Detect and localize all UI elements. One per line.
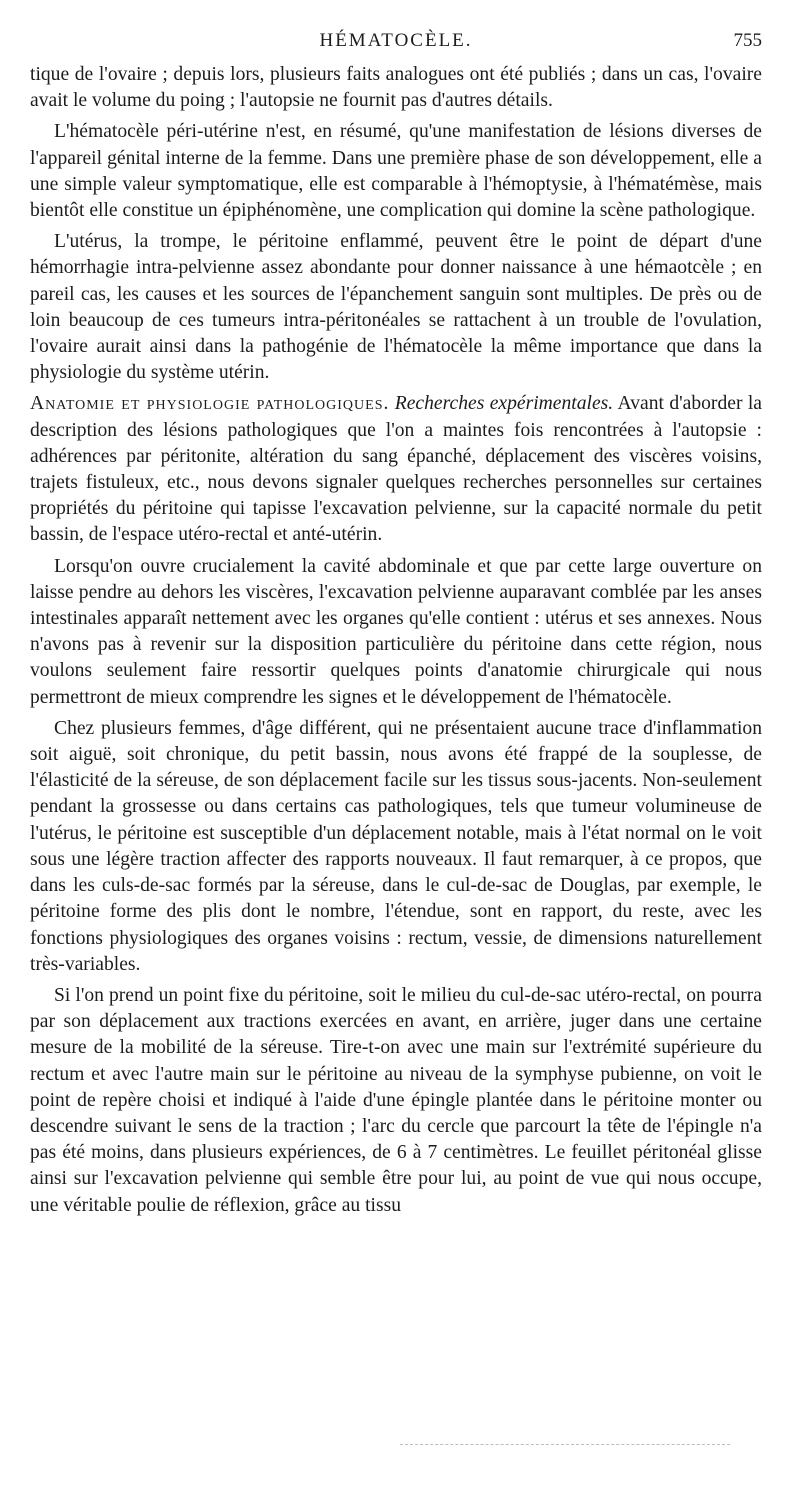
page-header bbox=[30, 26, 762, 62]
paragraph: L'utérus, la trompe, le péritoine enflammé, peuvent être le point de départ d'une hémorrhagie intra-pelvienne assez abondante pour donner naissance à une hémaotcèle ; en pareil cas, les causes et les sources de l'épanchement sanguin sont multiples. De près ou de loin beaucoup de ces tumeurs intra-péritonéales se rattachent à un trouble de l'ovulation, l'ovaire aurait ainsi dans la pathogénie de l'hématocèle la même importance que dans la physiologie du système utérin. bbox=[30, 231, 762, 384]
section-text: Avant d'aborder la description des lésions pathologiques que l'on a maintes fois rencontrées à l'autopsie : adhérences par péritonite, altération du sang épanché, déplacement des viscères voisins, trajets fistuleux, etc., nous devons signaler quelques recherches personnelles sur certaines propriétés du péritoine qui tapisse l'excavation pelvienne, sur la capacité normale du petit bassin, de l'espace utéro-rectal et anté-utérin. bbox=[30, 393, 762, 546]
paragraph: Chez plusieurs femmes, d'âge différent, qui ne présentaient aucune trace d'inflammation soit aiguë, soit chronique, du petit bassin, nous avons été frappé de la souplesse, de l'élasticité de la séreuse, de son déplacement facile sur les tissus sous-jacents. Non-seulement pendant la grossesse ou dans certains cas pathologiques, tels que tumeur volumineuse de l'utérus, le péritoine est susceptible d'un déplacement notable, mais à l'état normal on le voit sous une légère traction affecter des rapports nouveaux. Il faut remarquer, à ce propos, que dans les culs-de-sac formés par la séreuse, dans le cul-de-sac de Douglas, par exemple, le péritoine forme des plis dont le nombre, l'étendue, sont en rapport, du reste, avec les fonctions physiologiques des organes voisins : rectum, vessie, de dimensions naturellement très-variables. bbox=[30, 717, 762, 975]
body-text bbox=[30, 62, 762, 1219]
paragraph: L'hématocèle péri-utérine n'est, en résumé, qu'une manifestation de lésions diverses de l'appareil génital interne de la femme. Dans une première phase de son développement, elle a une simple valeur symptomatique, elle est comparable à l'hémoptysie, à l'hématémèse, mais bientôt elle constitue un épiphénomène, une complication qui domine la scène pathologique. bbox=[30, 121, 762, 222]
section-subheading: Recherches expérimentales. bbox=[394, 393, 614, 415]
paragraph: Lorsqu'on ouvre crucialement la cavité abdominale et que par cette large ouverture on laisse pendre au dehors les viscères, l'excavation pelvienne auparavant comblée par les anses intestinales apparaît nettement avec les organes qu'elle contient : utérus et ses annexes. Nous n'avons pas à revenir sur la disposition particulière du péritoine dans cette région, nous voulons seulement faire ressortir quelques points d'anatomie chirurgicale qui nous permettront de mieux comprendre les signes et le développement de l'hématocèle. bbox=[30, 555, 762, 708]
page-number: 755 bbox=[733, 30, 762, 51]
running-title: HÉMATOCÈLE. bbox=[319, 30, 473, 51]
section-paragraph bbox=[30, 391, 762, 548]
paragraph: Si l'on prend un point fixe du péritoine, soit le milieu du cul-de-sac utéro-rectal, on pourra par son déplacement aux tractions exercées en avant, en arrière, juger dans une certaine mesure de la mobilité de la séreuse. Tire-t-on avec une main sur l'extrémité supérieure du rectum et avec l'autre main sur le péritoine au niveau de la symphyse pubienne, on voit le point de repère choisi et indiqué à l'aide d'une épingle plantée dans le péritoine monter ou descendre suivant le sens de la traction ; l'arc du cercle que parcourt la tête de l'épingle n'a pas été moins, dans plusieurs expériences, de 6 à 7 centimètres. Le feuillet péritonéal glisse ainsi sur l'excavation pelvienne qui semble être pour lui, au point de vue qui nous occupe, une véritable poulie de réflexion, grâce au tissu bbox=[30, 984, 762, 1216]
paragraph-continued: tique de l'ovaire ; depuis lors, plusieurs faits analogues ont été publiés ; dans un cas, l'ovaire avait le volume du poing ; l'autopsie ne fournit pas d'autres détails. bbox=[30, 64, 762, 112]
footer-rule bbox=[400, 1444, 730, 1445]
page-content bbox=[30, 26, 762, 1224]
section-heading: Anatomie et physiologie pathologiques. bbox=[30, 393, 390, 415]
